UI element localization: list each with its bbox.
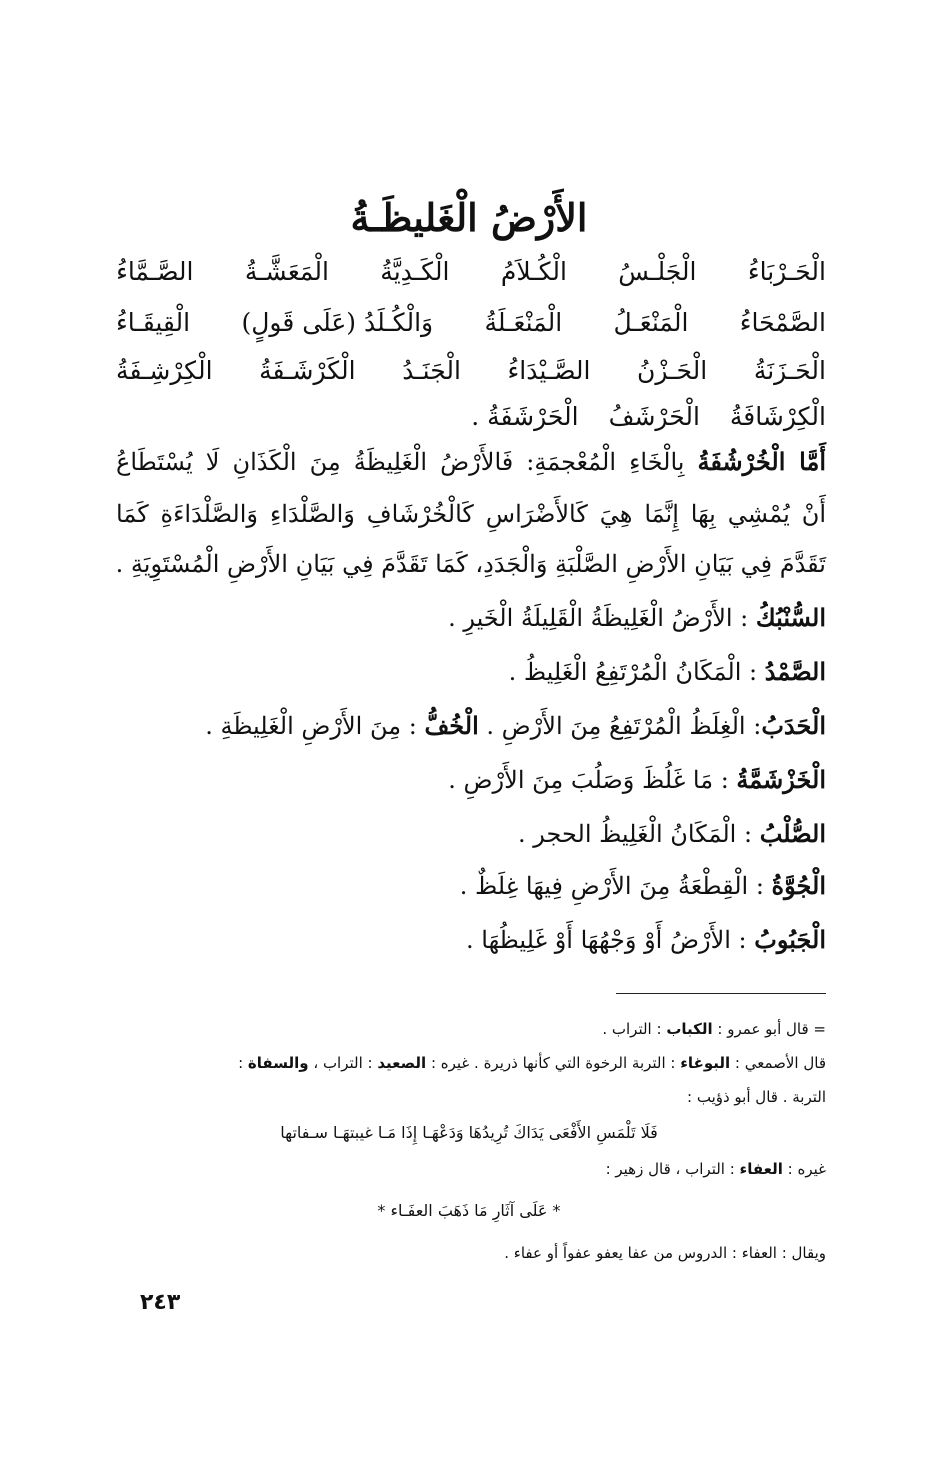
entry-definition: : الْمَكَانُ الْمُرْتَفِعُ الْغَلِيظُ . [508,658,765,686]
entry-headword: الْحَدَبُ [761,711,826,740]
word: الصَّـيْدَاءُ [507,355,591,385]
word: الْكَرْشَـفَةُ [259,355,356,385]
intro-headword: أَمَّا الْخُرْشُفَةُ [697,447,826,476]
word: الصَّـمَّاءُ [116,256,194,286]
entry-definition: : الأَرْضُ الْغَلِيظَةُ الْقَلِيلَةُ الْخَيرِ . [448,604,756,632]
entry-definition: : الْمَكَانُ الْغَلِيظُ الحجر . [518,820,760,848]
footnote-line-7: ويقال : العفاء : الدروس من عفا يعفو عفواً أو عفاء . [504,1244,826,1262]
entry-4 [116,760,826,800]
word: وَالْكُـلَدُ (عَلَى قَولٍ) [241,307,434,337]
entry-headword: الصُّلْبُ [759,819,826,848]
footnote-verse-2: * عَلَى آثَارِ مَا ذَهَبَ العفَـاء * [377,1201,561,1220]
intro-line-1 [116,442,826,482]
word: الْقِيقَـاءُ [116,307,191,337]
page-title: الأَرْضُ الْغَليظَـةُ [350,195,588,240]
footnote-text: : [238,1054,248,1072]
word: الْحَـزَنَةُ [753,355,826,385]
entry-definition: : الْقِطْعَةُ مِنَ الأَرْضِ فِيهَا غِلَظٌ . [459,872,772,900]
word: الْحَـرْبَاءُ [747,256,826,286]
word: الْحَرْشَفُ [608,401,700,431]
word-row-2 [116,298,826,346]
entry-7 [116,920,826,960]
footnote-text: : التربة الرخوة التي كأنها ذريرة . غيره : [426,1054,681,1072]
entry-headword: الصَّمْدُ [764,657,826,686]
footnote-term: الكباب [666,1020,713,1038]
footnote-line-1 [116,1016,826,1042]
entry-definition: : الأَرْضُ أَوْ وَجْهُهَا أَوْ غَلِيظُهَا . [466,926,755,954]
entry-headword: السُّنْبُكُ [755,603,826,632]
entry-headword: الْخَزْشَمَّةُ [736,765,826,794]
entry-2 [116,652,826,692]
word: الْكُـلاَمُ [500,256,567,286]
footnote-term: البوغاء [680,1054,731,1072]
word: الصَّمْحَاءُ [739,307,826,337]
word: الْمَعَشَّـةُ [244,256,329,286]
footnote-term: العفاء [739,1160,783,1178]
footnote-text: = قال أبو عمرو : [712,1020,826,1038]
entry-6 [116,866,826,906]
footnote-verse-1: فَلَا تَلْمَسِ الأَفْعَى يَدَاكَ تُرِيدُهَا وَدَعْهَـا إِذَا مَـا غيبتهَـا سـفاتها [280,1123,658,1142]
entry-definition: : الْغِلَظُ الْمُرْتَفِعُ مِنَ الأَرْضِ . [478,712,762,740]
footnote-line-5 [116,1156,826,1182]
word: الْكَـدِيَّةُ [380,256,450,286]
intro-line-3: تَقَدَّمَ فِي بَيَانِ الأَرْضِ الصَّلْبَةِ وَالْجَدَدِ، كَمَا تَقَدَّمَ فِي بَيَانِ الأَرْضِ الْمُسْتَوِيَةِ . [115,550,826,578]
word: الْجَلْـسُ [618,256,697,286]
footnote-divider [616,993,826,994]
intro-text: بِالْخَاءِ الْمُعْجمَةِ: فَالأَرْضُ الْغَلِيظَةُ مِنَ الْكَذَانِ لَا يُسْتَطَاعُ [116,448,698,476]
word-row-1 [116,247,826,295]
word: الْكِرْشِـفَةُ [116,355,213,385]
footnote-term: الصعيد [377,1054,427,1072]
word-row-3 [116,346,826,394]
footnote-term: والسفاة [247,1054,309,1072]
entry-3 [116,706,826,746]
entry-definition-2: : مِنَ الأَرْضِ الْغَلِيظَةِ . [205,712,425,740]
footnote-line-3: التربة . قال أبو ذؤيب : [687,1088,826,1106]
entry-headword: الْجُوَّةُ [771,871,826,900]
word-row-4 [116,392,826,440]
footnote-text: غيره : [782,1160,826,1178]
word: الْكِرْشَافَةُ [729,401,826,431]
intro-line-2: أَنْ يُمْشِي بِهَا إِنَّمَا هِيَ كَالأَضْرَاسِ كَالْخُرْشَافِ وَالصَّلْدَاءِ وَالصَّلْدَاءَةِ كَمَا [116,500,826,528]
word: الْجَنَـدُ [402,355,461,385]
word: الْمَنْعَـلُ [613,307,689,337]
entry-definition: : مَا غَلُظَ وَصَلُبَ مِنَ الأَرْضِ . [448,766,737,794]
word: الْحَـزْنُ [637,355,708,385]
entry-headword: الْجَبُوبُ [754,925,826,954]
entry-headword-2: الْخُفُّ [424,711,479,740]
entry-5 [116,814,826,854]
word: الْحَرْشَفَةُ . [471,401,579,431]
word: الْمَنْعَـلَةُ [484,307,563,337]
entry-1 [116,598,826,638]
footnote-text: : التراب ، [308,1054,378,1072]
page-number: ٢٤٣ [140,1290,181,1315]
footnote-line-2 [116,1050,826,1076]
footnote-text: قال الأصمعي : [730,1054,826,1072]
footnote-text: : التراب ، قال زهير : [605,1160,740,1178]
footnote-text: : التراب . [602,1020,667,1038]
